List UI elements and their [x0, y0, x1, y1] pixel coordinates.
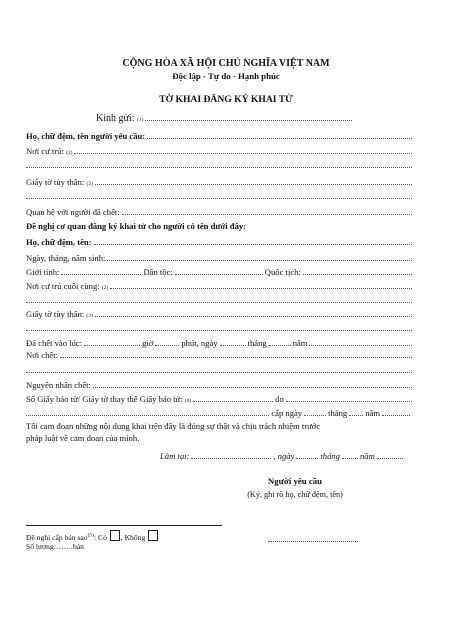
cert-month-field[interactable] — [349, 409, 363, 416]
deceased-name-label: Họ, chữ đệm, tên: — [26, 237, 92, 247]
death-minute-field[interactable] — [155, 339, 179, 346]
residence-line: Nơi cư trú: (2) — [26, 146, 412, 157]
requester-name-line — [26, 131, 412, 142]
relation-label: Quan hệ với người đã chết: — [26, 207, 120, 217]
id-doc2-field-2[interactable] — [26, 329, 412, 331]
commitment-text: Tôi cam đoan những nội dung khai trên đây là đúng sự thật và chịu trách nhiệm trước — [26, 421, 321, 431]
cert-date-line — [26, 408, 412, 419]
death-hour-field[interactable] — [84, 339, 140, 346]
ethnicity-label: Dân tộc: — [143, 267, 173, 277]
lam-tai-label: Làm tại: — [160, 451, 190, 461]
place-field[interactable] — [191, 452, 271, 459]
sig-thang-label: tháng — [320, 451, 340, 461]
co-checkbox[interactable] — [110, 530, 120, 541]
request-heading — [26, 221, 412, 232]
do-label: do — [275, 394, 284, 404]
requester-name-label: Họ, chữ đệm, tên người yêu cầu: — [26, 131, 146, 141]
form-title: TỜ KHAI ĐĂNG KÝ KHAI TỬ — [159, 94, 293, 105]
death-time-line — [26, 338, 412, 349]
dob-label: Ngày, tháng, năm sinh: — [26, 253, 106, 263]
last-residence-line: Nơi cư trú cuối cùng: (2) — [26, 281, 412, 292]
residence-field[interactable] — [74, 147, 412, 154]
commitment-line-2 — [26, 433, 412, 444]
nationality-field[interactable] — [303, 268, 412, 275]
requester-name-field[interactable] — [147, 132, 412, 139]
kinh-gui-line: Kính gửi: (1) — [96, 113, 352, 124]
last-residence-field[interactable] — [110, 282, 412, 289]
cert-number-field[interactable] — [193, 395, 273, 402]
khong-label: , Không — [120, 533, 146, 542]
id-doc-label: Giấy tờ tùy thân: — [26, 177, 85, 187]
copy-request-line — [26, 530, 159, 542]
note-5: (5) — [87, 532, 94, 539]
co-label: : Có — [94, 533, 107, 542]
place-date-line — [160, 451, 412, 462]
kinh-gui-field[interactable] — [145, 114, 352, 121]
cert-issuer-field[interactable] — [286, 395, 412, 402]
last-residence-label: Nơi cư trú cuối cùng: — [26, 281, 100, 291]
cause-field[interactable] — [93, 381, 412, 388]
relation-field[interactable] — [122, 208, 412, 215]
ethnicity-field[interactable] — [175, 268, 263, 275]
death-day-field[interactable] — [220, 339, 246, 346]
id-doc-field-2[interactable] — [26, 197, 412, 199]
thang-label: tháng — [247, 338, 267, 348]
death-time-label: Đã chết vào lúc: — [26, 338, 83, 348]
request-heading-text: Đề nghị cơ quan đăng ký khai tử cho người có tên dưới đây: — [26, 221, 247, 231]
death-place-label: Nơi chết: — [26, 350, 58, 360]
nam-label: năm — [292, 338, 308, 348]
id-doc2-label: Giấy tờ tùy thân: — [26, 309, 85, 319]
cert-line: Số Giấy báo tử/ Giấy tờ thay thế Giấy báo tử: (4) do — [26, 394, 412, 405]
phut-ngay-label: phút, ngày — [181, 338, 218, 348]
cert-day-field[interactable] — [304, 409, 326, 416]
country-header: CỘNG HÒA XÃ HỘI CHỦ NGHĨA VIỆT NAM — [122, 58, 330, 69]
sig-ngay-label: , ngày — [273, 451, 295, 461]
dob-line — [26, 253, 412, 264]
cert-year-field[interactable] — [382, 409, 410, 416]
signer-title: Người yêu cầu — [267, 476, 323, 486]
signature-field[interactable] — [268, 541, 358, 542]
cause-line — [26, 380, 412, 391]
death-month-field[interactable] — [269, 339, 291, 346]
gender-label: Giới tính: — [26, 267, 60, 277]
footer-divider — [26, 525, 222, 526]
kinh-gui-label: Kính gửi: — [96, 113, 135, 124]
cert-label: Số Giấy báo tử/ Giấy tờ thay thế Giấy báo tử: — [26, 394, 183, 404]
gender-field[interactable] — [61, 268, 141, 275]
id-doc-field[interactable] — [95, 178, 412, 185]
id-doc2-field[interactable] — [95, 310, 412, 317]
last-residence-field-2[interactable] — [26, 301, 412, 303]
sig-month-field[interactable] — [342, 452, 358, 459]
id-doc-line: Giấy tờ tùy thân: (3) — [26, 177, 412, 188]
deceased-name-line — [26, 237, 412, 248]
gio-label: giờ — [142, 338, 154, 348]
gender-line — [26, 267, 412, 278]
signer-subtitle: (Ký, ghi rõ họ, chữ đệm, tên) — [247, 490, 343, 499]
sig-year-field[interactable] — [377, 452, 403, 459]
death-year-field[interactable] — [309, 339, 412, 346]
motto: Độc lập - Tự do - Hạnh phúc — [172, 71, 280, 81]
deceased-name-field[interactable] — [94, 238, 412, 245]
copy-request-label: Đề nghị cấp bản sao — [26, 533, 88, 542]
nationality-label: Quốc tịch: — [264, 267, 301, 277]
commitment-line-1 — [26, 421, 412, 432]
cause-label: Nguyên nhân chết: — [26, 380, 91, 390]
id-doc2-line: Giấy tờ tùy thân: (3) — [26, 309, 412, 320]
death-place-line — [26, 350, 412, 361]
cap-ngay-label: cấp ngày — [271, 408, 303, 418]
commitment-text-2: pháp luật về cam đoan của mình. — [26, 433, 140, 443]
cert-issuer-field-2[interactable] — [26, 409, 269, 416]
sig-nam-label: năm — [359, 451, 375, 461]
sig-day-field[interactable] — [296, 452, 318, 459]
residence-label: Nơi cư trú: — [26, 146, 64, 156]
death-place-field-2[interactable] — [26, 371, 412, 373]
dob-field[interactable] — [107, 254, 412, 261]
residence-field-2[interactable] — [26, 166, 412, 168]
khong-checkbox[interactable] — [148, 530, 158, 541]
cert-nam-label: năm — [365, 408, 380, 418]
relation-line — [26, 207, 412, 218]
quantity-line: Số lượng:…….bản — [26, 542, 84, 551]
death-place-field[interactable] — [60, 351, 412, 358]
cert-thang-label: tháng — [328, 408, 348, 418]
